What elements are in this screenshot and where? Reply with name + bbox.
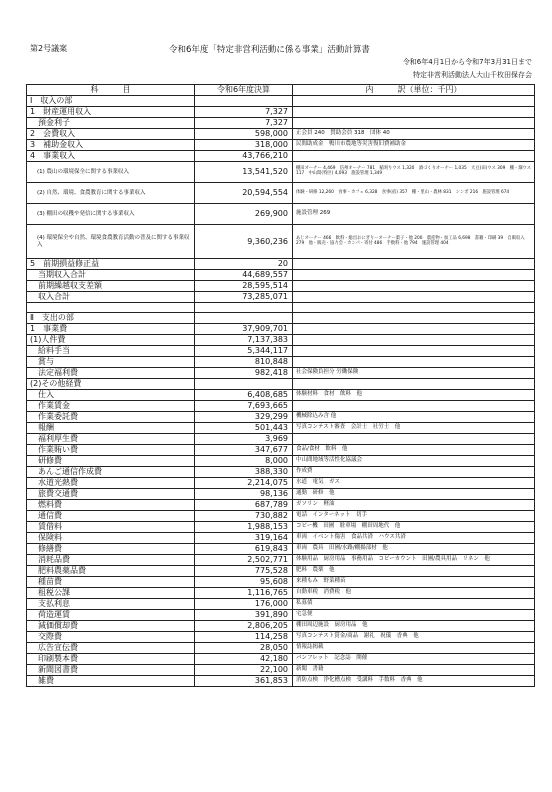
row-detail-note: 中山間地域等活性化協議会	[293, 456, 535, 467]
fiscal-period: 令和6年4月1日から令和7年3月31日まで	[402, 58, 532, 66]
row-item-label: Ⅱ 支出の部	[27, 313, 195, 324]
row-detail-note	[293, 313, 535, 324]
row-detail-note	[293, 107, 535, 118]
row-amount: 391,890	[195, 610, 293, 621]
row-item-label: 前期繰越収支差額	[27, 281, 195, 292]
row-amount: 775,528	[195, 566, 293, 577]
row-amount: 13,541,520	[195, 162, 293, 183]
table-row	[27, 544, 535, 555]
row-item-label: 通信費	[27, 511, 195, 522]
row-amount: 687,789	[195, 500, 293, 511]
row-detail-note	[293, 270, 535, 281]
row-amount: 20,594,554	[195, 183, 293, 204]
table-row	[27, 489, 535, 500]
row-item-label: 預金利子	[27, 118, 195, 129]
row-amount: 7,327	[195, 107, 293, 118]
row-item-label: 租税公課	[27, 588, 195, 599]
row-amount: 982,418	[195, 368, 293, 379]
row-item-label: 支払利息	[27, 599, 195, 610]
table-row	[27, 259, 535, 270]
row-detail-note: 社会保険負担分 労働保険	[293, 368, 535, 379]
row-detail-note: 食品/食材 飲料 他	[293, 445, 535, 456]
row-amount: 810,848	[195, 357, 293, 368]
row-amount: 73,285,071	[195, 292, 293, 303]
row-detail-note: 来種もみ 野菜種苗	[293, 577, 535, 588]
table-header-row	[27, 85, 535, 96]
table-row	[27, 500, 535, 511]
row-detail-note: 消防点検 浄化槽点検 受講料 手数料 香典 他	[293, 676, 535, 687]
table-row	[27, 204, 535, 225]
column-header-item: 科 目	[27, 85, 195, 96]
row-item-label: 収入合計	[27, 292, 195, 303]
table-row	[27, 445, 535, 456]
table-row	[27, 324, 535, 335]
row-item-label: 作業賄い費	[27, 445, 195, 456]
table-row	[27, 107, 535, 118]
row-detail-note: 施設管理 269	[293, 204, 535, 225]
row-detail-note: 車両 イベント傷害 食品共済 ハウス共済	[293, 533, 535, 544]
row-item-label: (2)その他経費	[27, 379, 195, 390]
row-amount: 6,408,685	[195, 390, 293, 401]
row-item-label: 旅費交通費	[27, 489, 195, 500]
row-item-label: 福利厚生費	[27, 434, 195, 445]
row-amount	[195, 96, 293, 107]
table-row	[27, 423, 535, 434]
row-detail-note	[293, 346, 535, 357]
row-item-label: 当期収入合計	[27, 270, 195, 281]
table-row	[27, 225, 535, 259]
table-row	[27, 478, 535, 489]
row-detail-note	[293, 303, 535, 313]
table-row	[27, 555, 535, 566]
row-item-label: (2) 自然、環境、食農教育に関する事業収入	[27, 183, 195, 204]
table-row	[27, 676, 535, 687]
table-row	[27, 610, 535, 621]
row-detail-note: 棚田オーナー 4,469 信州オーナー 781 稲刈りウス 1,320 酒づくりオーナー 1,035 大豆(田)ウス 309 棚・畑ウス 117 中山間(特区) 4,093 施設管理 1,349	[293, 162, 535, 183]
row-amount: 269,900	[195, 204, 293, 225]
row-item-label: あんご通信作成費	[27, 467, 195, 478]
row-item-label: (3) 棚田の収穫や発信に関する事業収入	[27, 204, 195, 225]
column-header-detail: 内 訳（単位：千円）	[293, 85, 535, 96]
table-row	[27, 632, 535, 643]
row-item-label: 5 前期損益修正益	[27, 259, 195, 270]
row-detail-note: 水道 電気 ガス	[293, 478, 535, 489]
row-item-label: 1 財産運用収入	[27, 107, 195, 118]
table-row	[27, 151, 535, 162]
row-item-label: 1 事業費	[27, 324, 195, 335]
row-amount: 2,806,205	[195, 621, 293, 632]
row-amount	[195, 379, 293, 390]
table-row	[27, 140, 535, 151]
row-amount: 8,000	[195, 456, 293, 467]
table-row	[27, 577, 535, 588]
row-detail-note: 機械除込み含 他	[293, 412, 535, 423]
table-row	[27, 379, 535, 390]
row-detail-note: 正会員 240 賛助会員 318 団体 40	[293, 129, 535, 140]
row-item-label: 賞与	[27, 357, 195, 368]
row-amount: 28,595,514	[195, 281, 293, 292]
row-item-label: 交際費	[27, 632, 195, 643]
table-row	[27, 412, 535, 423]
row-amount: 9,360,236	[195, 225, 293, 259]
row-item-label: 荷造運賃	[27, 610, 195, 621]
row-item-label: (1)人件費	[27, 335, 195, 346]
row-detail-note: 体験・研修 12,260 食事・カフェ 6,328 食事(宿) 357 棚・里山・農林 831 シンポ 216 施設管理 674	[293, 183, 535, 204]
row-amount: 7,137,383	[195, 335, 293, 346]
table-row	[27, 129, 535, 140]
row-detail-note: 情報誌掲載	[293, 643, 535, 654]
table-row	[27, 96, 535, 107]
table-row	[27, 346, 535, 357]
row-item-label: 作業委託費	[27, 412, 195, 423]
row-detail-note	[293, 335, 535, 346]
row-amount: 329,299	[195, 412, 293, 423]
table-row	[27, 390, 535, 401]
table-row	[27, 588, 535, 599]
column-header-amount: 令和6年度決算	[195, 85, 293, 96]
table-row	[27, 270, 535, 281]
row-detail-note	[293, 401, 535, 412]
row-amount	[195, 313, 293, 324]
row-amount: 176,000	[195, 599, 293, 610]
activity-statement-table	[26, 84, 535, 687]
row-detail-note: 体験材料 食材 飲料 他	[293, 390, 535, 401]
row-item-label: 雑費	[27, 676, 195, 687]
row-detail-note: パンフレット 記念誌 開催	[293, 654, 535, 665]
row-amount: 37,909,701	[195, 324, 293, 335]
row-amount: 7,693,665	[195, 401, 293, 412]
row-item-label: 2 会費収入	[27, 129, 195, 140]
row-item-label: 保険料	[27, 533, 195, 544]
row-item-label: 消耗品費	[27, 555, 195, 566]
row-amount: 598,000	[195, 129, 293, 140]
table-row	[27, 118, 535, 129]
row-detail-note	[293, 96, 535, 107]
table-row	[27, 281, 535, 292]
table-row	[27, 599, 535, 610]
row-item-label: 法定福利費	[27, 368, 195, 379]
table-row	[27, 621, 535, 632]
row-amount: 319,164	[195, 533, 293, 544]
table-row	[27, 566, 535, 577]
table-row	[27, 357, 535, 368]
row-item-label: 報酬	[27, 423, 195, 434]
table-row	[27, 368, 535, 379]
row-detail-note: 民間助成金 鴨川市農地等災害復旧費補助金	[293, 140, 535, 151]
row-amount: 388,330	[195, 467, 293, 478]
row-item-label: 給料手当	[27, 346, 195, 357]
row-item-label	[27, 303, 195, 313]
row-amount: 5,344,117	[195, 346, 293, 357]
table-row	[27, 292, 535, 303]
table-row	[27, 467, 535, 478]
table-row	[27, 303, 535, 313]
row-amount: 7,327	[195, 118, 293, 129]
row-detail-note	[293, 357, 535, 368]
row-amount	[195, 303, 293, 313]
row-detail-note: 私募債	[293, 599, 535, 610]
row-amount: 619,843	[195, 544, 293, 555]
table-row	[27, 456, 535, 467]
row-item-label: 印刷製本費	[27, 654, 195, 665]
row-detail-note: 写真コンテスト賞金/商品 謝礼 祝儀 香典 他	[293, 632, 535, 643]
row-item-label: 仕入	[27, 390, 195, 401]
statement-body	[27, 96, 535, 687]
table-row	[27, 665, 535, 676]
row-item-label: 種苗費	[27, 577, 195, 588]
row-amount: 347,677	[195, 445, 293, 456]
row-amount: 1,988,153	[195, 522, 293, 533]
row-amount: 44,689,557	[195, 270, 293, 281]
row-detail-note: あじオーナー 466 飲料・総出おにぎりーオーナー菓子・他 200 農産物・加工品 6,698 書籍・印刷 39 自販収入 279 他・販売・協力会・カンパ・寄付 486 手数料・他 794 施設管理 404	[293, 225, 535, 259]
row-amount: 114,258	[195, 632, 293, 643]
row-detail-note: 電話 インターネット 切手	[293, 511, 535, 522]
row-amount: 3,969	[195, 434, 293, 445]
document-title: 令和6年度「特定非営利活動に係る事業」活動計算書	[169, 45, 370, 55]
table-row	[27, 183, 535, 204]
row-detail-note	[293, 118, 535, 129]
row-detail-note	[293, 292, 535, 303]
row-detail-note: ガソリン 軽油	[293, 500, 535, 511]
row-amount: 20	[195, 259, 293, 270]
row-detail-note: 作成費	[293, 467, 535, 478]
row-amount: 98,136	[195, 489, 293, 500]
row-detail-note: コピー機 田圃 駐車場 棚田周地代 他	[293, 522, 535, 533]
row-item-label: (1) 農山の環境保全に関する事業収入	[27, 162, 195, 183]
row-amount: 730,882	[195, 511, 293, 522]
row-item-label: (4) 環境保全や自然、環境食農教育活動の普及に関する事業収入	[27, 225, 195, 259]
row-item-label: 研修費	[27, 456, 195, 467]
row-detail-note: 写真コンテスト審査 会計士 社労士 他	[293, 423, 535, 434]
table-row	[27, 434, 535, 445]
row-detail-note: 体験用品 厨房用品 事務用品 コピーカウント 田圃/農具用品 リネン 他	[293, 555, 535, 566]
agenda-label: 第2号議案	[30, 44, 68, 53]
row-amount: 501,443	[195, 423, 293, 434]
table-row	[27, 511, 535, 522]
row-detail-note: 自動車税 消費税 他	[293, 588, 535, 599]
row-item-label: 肥料農薬品費	[27, 566, 195, 577]
organization-name: 特定非営利活動法人大山千枚田保存会	[413, 71, 532, 79]
row-item-label: 作業賃金	[27, 401, 195, 412]
row-item-label: 燃料費	[27, 500, 195, 511]
table-row	[27, 654, 535, 665]
row-amount: 22,100	[195, 665, 293, 676]
row-item-label: 賃借料	[27, 522, 195, 533]
table-row	[27, 162, 535, 183]
table-row	[27, 313, 535, 324]
row-detail-note	[293, 434, 535, 445]
row-item-label: 修繕費	[27, 544, 195, 555]
row-amount: 1,116,765	[195, 588, 293, 599]
row-amount: 2,502,771	[195, 555, 293, 566]
row-item-label: 水道光熱費	[27, 478, 195, 489]
row-detail-note	[293, 324, 535, 335]
row-amount: 42,180	[195, 654, 293, 665]
row-detail-note	[293, 151, 535, 162]
row-amount: 95,608	[195, 577, 293, 588]
row-item-label: Ⅰ 収入の部	[27, 96, 195, 107]
row-amount: 43,766,210	[195, 151, 293, 162]
table-row	[27, 401, 535, 412]
row-detail-note: 通勤 研修 他	[293, 489, 535, 500]
row-amount: 361,853	[195, 676, 293, 687]
row-item-label: 3 補助金収入	[27, 140, 195, 151]
row-detail-note: 肥料 農薬 他	[293, 566, 535, 577]
row-amount: 2,214,075	[195, 478, 293, 489]
table-row	[27, 522, 535, 533]
table-row	[27, 335, 535, 346]
row-detail-note	[293, 281, 535, 292]
table-row	[27, 643, 535, 654]
row-detail-note: 車両 農具 田圃/水路/棚揚部材 他	[293, 544, 535, 555]
row-detail-note: 棚田周辺施設 厨房用品 他	[293, 621, 535, 632]
table-row	[27, 533, 535, 544]
row-item-label: 4 事業収入	[27, 151, 195, 162]
row-item-label: 広告宣伝費	[27, 643, 195, 654]
row-item-label: 新聞図書費	[27, 665, 195, 676]
row-amount: 28,050	[195, 643, 293, 654]
row-amount: 318,000	[195, 140, 293, 151]
row-detail-note: 新聞 書籍	[293, 665, 535, 676]
row-detail-note	[293, 259, 535, 270]
row-item-label: 減価償却費	[27, 621, 195, 632]
row-detail-note	[293, 379, 535, 390]
row-detail-note: 宅急便	[293, 610, 535, 621]
